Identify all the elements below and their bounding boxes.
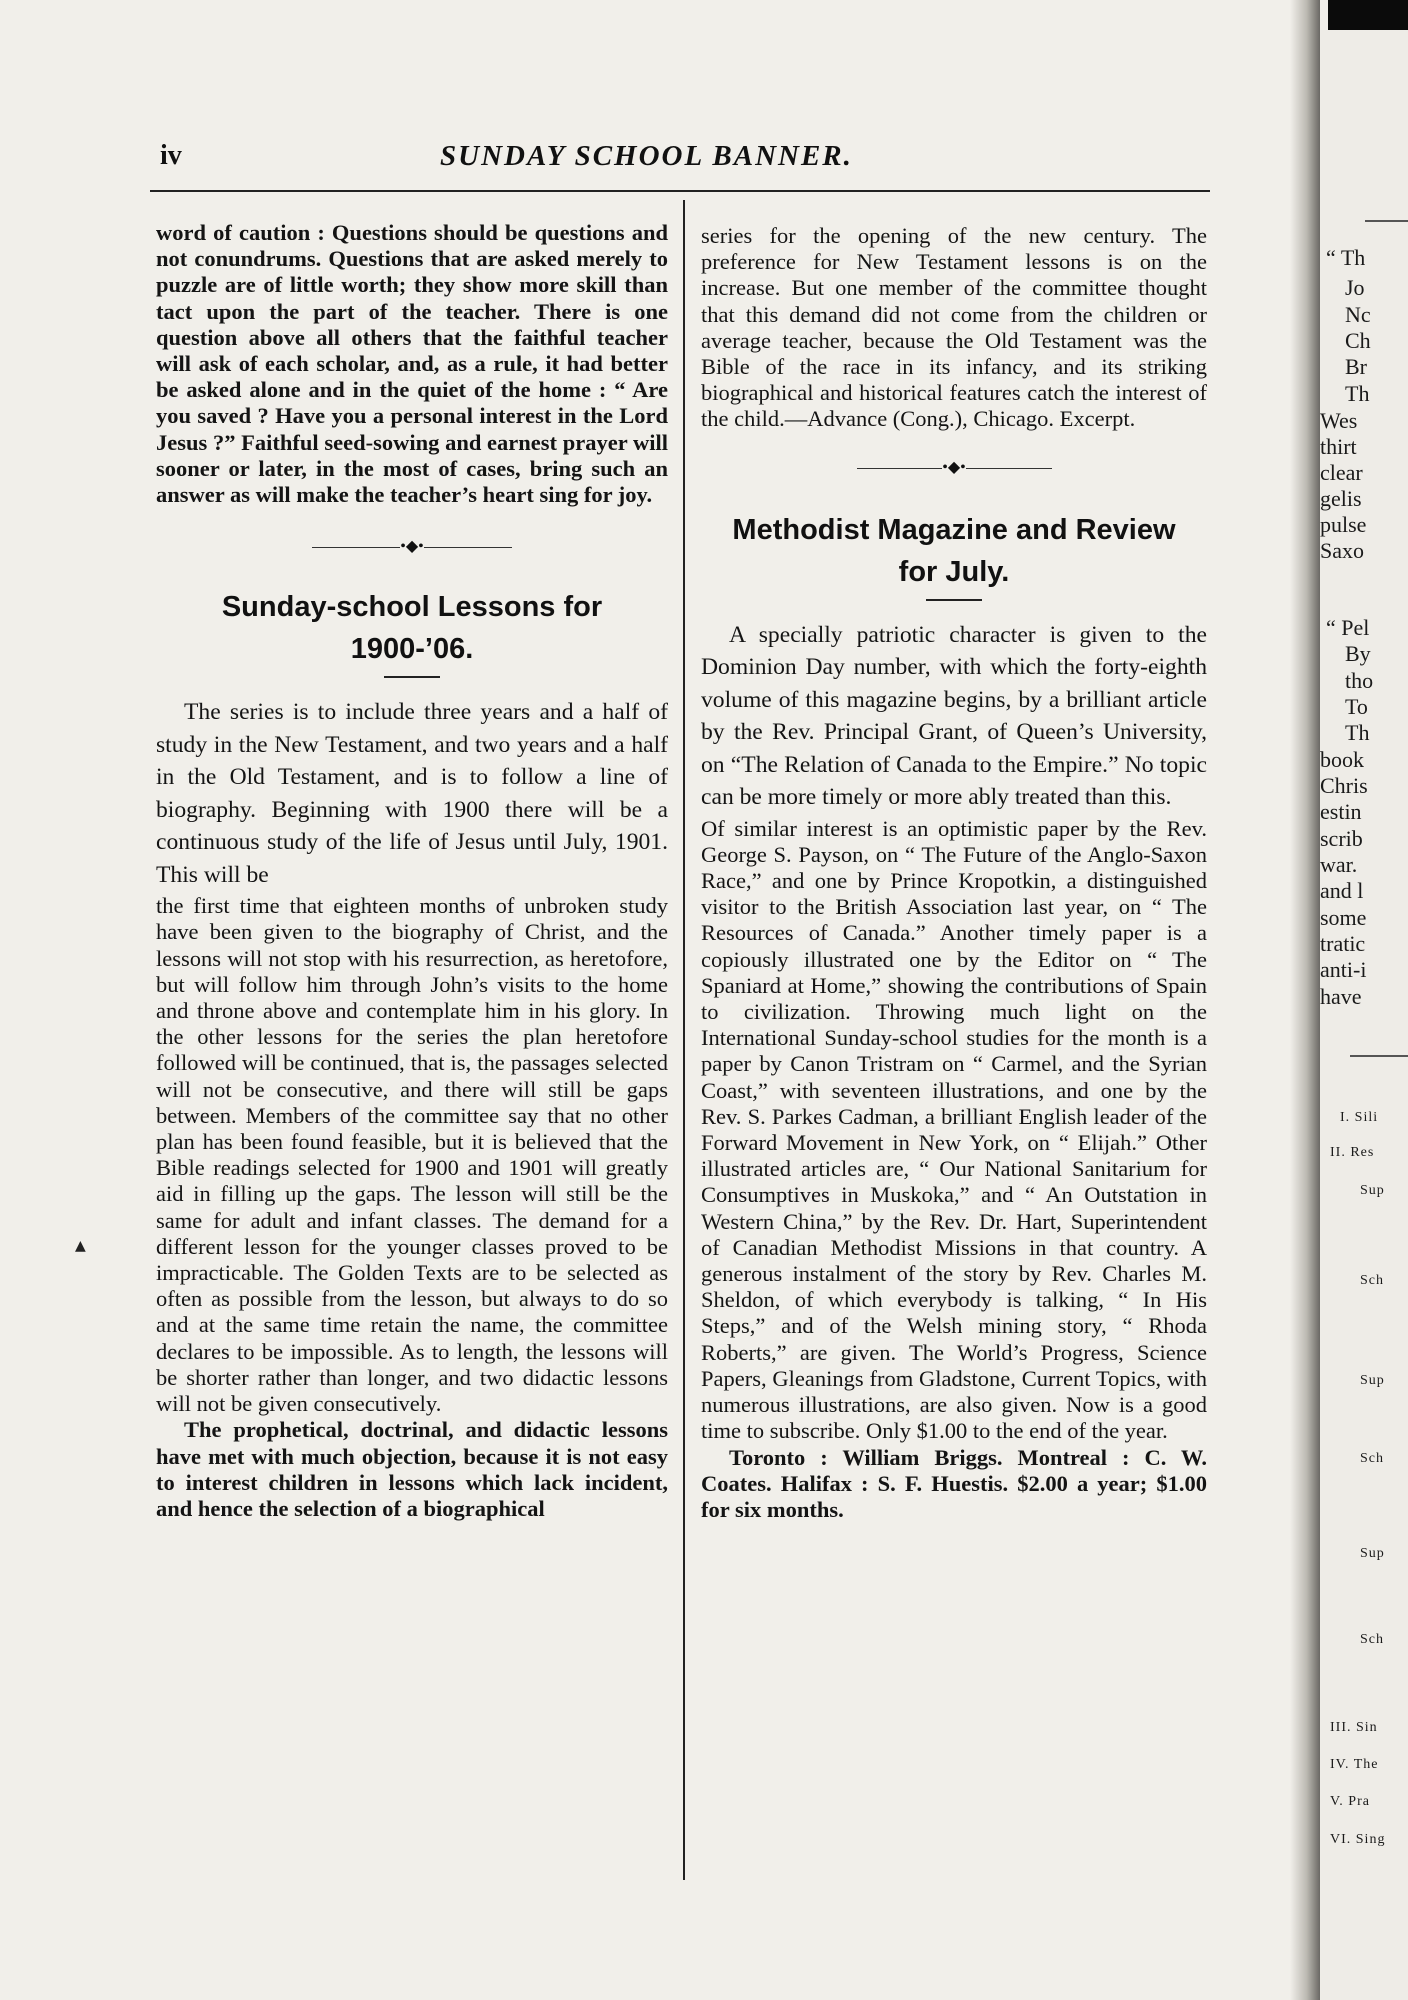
facing-line-top-12: Saxo (1320, 538, 1364, 563)
facing-line-mid-4: To (1345, 694, 1368, 719)
facing-toc-entry-3: Sup (1360, 1183, 1385, 1198)
facing-toc-entry-2: II. Res (1330, 1145, 1375, 1160)
facing-line-mid-15: have (1320, 984, 1362, 1009)
column-divider (683, 200, 685, 1880)
heading-rule-2 (926, 599, 982, 601)
facing-toc-entry-9: III. Sin (1330, 1720, 1378, 1735)
facing-line-top-1: “ Th (1326, 245, 1366, 270)
publisher-info: Toronto : William Briggs. Montreal : C. W. Coates. Halifax : S. F. Huestis. $2.00 a year; $1.00 for six months. (701, 1444, 1207, 1522)
section-ornament: •◆• (312, 530, 512, 566)
facing-line-mid-10: war. (1320, 852, 1358, 877)
facing-line-mid-8: estin (1320, 799, 1362, 824)
facing-line-top-7: Wes (1320, 408, 1358, 433)
facing-page-edge (1320, 30, 1408, 2000)
facing-line-mid-5: Th (1345, 720, 1370, 745)
magazine-paragraph-1: A specially patriotic character is given to the Dominion Day number, with which the forty-eighth volume of this magazine begins, by a brilliant article by the Rev. Principal Grant, of Queen’s University, on “The Relation of Canada to the Empire.” No topic can be more timely or more ably treated than this. (701, 621, 1207, 811)
left-column (156, 220, 668, 1522)
facing-line-top-2: Jo (1345, 275, 1365, 300)
heading-rule (384, 676, 440, 678)
facing-line-mid-7: Chris (1320, 773, 1368, 798)
facing-toc-entry-5: Sup (1360, 1373, 1385, 1388)
facing-line-mid-13: tratic (1320, 931, 1366, 956)
facing-line-top-8: thirt (1320, 434, 1357, 459)
lessons-paragraph-1-cont: the first time that eighteen months of unbroken study have been given to the biography of Christ, and the lessons will not stop with his resurrection, as heretofore, but will follow him through John’s visits to the home and throne above and contemplate him in his glory. In the other lessons for the series the plan heretofore followed will be continued, that is, the passages selected will not be consecutive, and there will still be gaps between. Members of the committee say that no other plan has been found feasible, but it is believed that the Bible readings selected for 1900 and 1901 will greatly aid in filling up the gaps. The lesson will still be the same for adult and infant classes. The demand for a different lesson for the younger classes proved to be impracticable. The Golden Texts are to be selected as often as possible from the lesson, but always to do so and at the same time retain the name, the committee declares to be impossible. As to length, the lessons will be shorter rather than longer, and two didactic lessons will not be given consecutively. (156, 893, 668, 1417)
facing-line-mid-3: tho (1345, 668, 1374, 693)
facing-toc-entry-7: Sup (1360, 1546, 1385, 1561)
facing-toc-entry-4: Sch (1360, 1273, 1384, 1288)
continued-paragraph: series for the opening of the new century. The preference for New Testament lessons is on the increase. But one member of the committee thought that this demand did not come from the children or average teacher, because the Old Testament was the Bible of the race in its infancy, and its striking biographical and historical features catch the interest of the child.—Advance (Cong.), Chicago. Excerpt. (701, 223, 1207, 432)
magazine-paragraph-1-cont: Of similar interest is an optimistic paper by the Rev. George S. Payson, on “ The Future of the Anglo-Saxon Race,” and one by Prince Kropotkin, a distinguished visitor to the British Association last year, on “ The Resources of Canada.” Another timely paper is a copiously illustrated one by the Editor on “ The Spaniard at Home,” showing the contributions of Spain to civilization. Throwing much light on the International Sunday-school studies for the month is a paper by Canon Tristram on “ Carmel, and the Syrian Coast,” with seventeen illustrations, and one by the Rev. S. Parkes Cadman, a brilliant English leader of the Forward Movement in New York, on “ Elijah.” Other illustrated articles are, “ Our National Sanitarium for Consumptives in Muskoka,” and “ An Outstation in Western China,” by the Rev. Dr. Hart, Superintendent of Canadian Methodist Missions in that country. A generous instalment of the story by Rev. Charles M. Sheldon, of which everybody is talking, “ In His Steps,” and of the Welsh mining story, “ Rhoda Roberts,” are given. The World’s Progress, Science Papers, Gleanings from Gladstone, Current Topics, with numerous illustrations, are also given. Now is a good time to subscribe. Only $1.00 to the end of the year. (701, 815, 1207, 1444)
facing-toc-entry-6: Sch (1360, 1451, 1384, 1466)
facing-line-mid-9: scrib (1320, 826, 1363, 851)
facing-line-top-10: gelis (1320, 486, 1362, 511)
caution-paragraph: word of caution : Questions should be questions and not conundrums. Questions that are asked merely to puzzle are of little worth; they show more skill than tact upon the part of the teacher. There is one question above all others that the faithful teacher will ask of each scholar, and, as a rule, it had better be asked alone and in the quiet of the home : “ Are you saved ? Have you a personal interest in the Lord Jesus ?” Faithful seed-sowing and earnest prayer will sooner or later, in the most of cases, bring such an answer as will make the teacher’s heart sing for joy. (156, 220, 668, 508)
facing-line-mid-6: book (1320, 747, 1364, 772)
facing-line-mid-12: some (1320, 905, 1367, 930)
facing-divider-rule (1350, 1055, 1408, 1057)
page-number: iv (160, 140, 182, 171)
facing-toc-entry-12: VI. Sing (1330, 1832, 1386, 1847)
facing-line-top-6: Th (1345, 381, 1370, 406)
facing-toc-entry-1: I. Sili (1340, 1110, 1379, 1125)
facing-line-top-4: Ch (1345, 328, 1371, 353)
header-rule (150, 190, 1210, 192)
book-gutter (1290, 0, 1320, 2000)
running-title: SUNDAY SCHOOL BANNER. (440, 140, 853, 172)
facing-line-mid-11: and l (1320, 878, 1364, 903)
facing-toc-entry-8: Sch (1360, 1632, 1384, 1647)
facing-header-rule (1365, 220, 1408, 222)
facing-line-top-3: Nc (1345, 302, 1371, 327)
margin-mark: ▲ (75, 1238, 86, 1254)
lessons-heading: Sunday-school Lessons for 1900-’06. (221, 591, 603, 666)
section-ornament-2: •◆• (857, 451, 1052, 487)
magazine-heading: Methodist Magazine and Review for July. (732, 513, 1176, 588)
facing-line-top-9: clear (1320, 460, 1363, 485)
facing-line-top-11: pulse (1320, 512, 1367, 537)
page-header (160, 140, 900, 180)
facing-line-mid-14: anti-i (1320, 957, 1367, 982)
lessons-paragraph-2: The prophetical, doctrinal, and didactic lessons have met with much objection, because it is not easy to interest children in lessons which lack incident, and hence the selection of a biographical (156, 1417, 668, 1521)
right-column (701, 223, 1207, 1523)
facing-toc-entry-11: V. Pra (1330, 1794, 1370, 1809)
facing-line-top-5: Br (1345, 354, 1367, 379)
facing-line-mid-1: “ Pel (1326, 615, 1370, 640)
facing-toc-entry-10: IV. The (1330, 1757, 1379, 1772)
facing-line-mid-2: By (1345, 641, 1371, 666)
lessons-paragraph-1: The series is to include three years and a half of study in the New Testament, and two years and a half in the Old Testament, and is to follow a line of biography. Beginning with 1900 there will be a continuous study of the life of Jesus until July, 1901. This will be (156, 699, 668, 888)
